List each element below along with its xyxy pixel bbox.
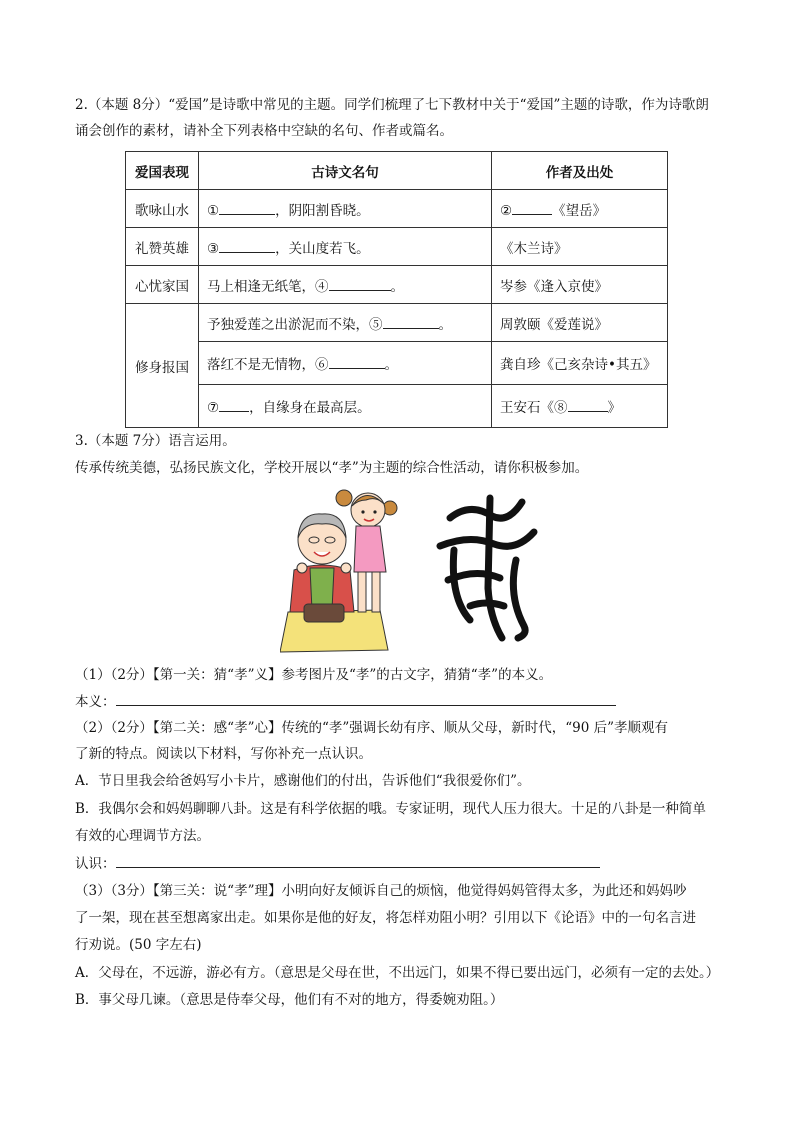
verse-cell [199, 266, 492, 304]
verse-text: 。 [390, 278, 404, 295]
verse-text: 。 [438, 316, 452, 333]
blank-3[interactable] [219, 238, 275, 253]
verse-cell [199, 385, 492, 428]
source-cell: 岑参《逢入京使》 [492, 266, 668, 304]
source-text: 》 [607, 400, 621, 416]
category-cell: 礼赞英雄 [126, 228, 199, 266]
table-row [126, 385, 668, 428]
q3-part2-a: A．节日里我会给爸妈写小卡片，感谢他们的付出，告诉他们“我很爱你们”。 [75, 773, 531, 789]
table-row [126, 266, 668, 304]
verse-text: 落红不是无情物，⑥ [207, 357, 329, 373]
q2-line2: 诵会创作的素材，请补全下列表格中空缺的名句、作者或篇名。 [75, 123, 453, 139]
answer2-label: 认识： [75, 856, 116, 872]
blank-2[interactable] [512, 200, 552, 215]
table-row [126, 304, 668, 342]
source-cell [492, 190, 668, 228]
verse-cell [199, 228, 492, 266]
verse-text: 。 [384, 357, 398, 373]
q3-part3-b: B．事父母几谏。（意思是侍奉父母，他们有不对的地方，得委婉劝阻。） [75, 992, 504, 1008]
q3-title: 3.（本题 7分）语言运用。 [75, 433, 236, 449]
blank-7[interactable] [219, 397, 249, 412]
q3-part2-b1: B．我偶尔会和妈妈聊聊八卦。这是有科学依据的哦。专家证明，现代人压力很大。十足的八卦是一种简单 [75, 801, 706, 817]
category-cell: 修身报国 [126, 304, 199, 428]
header-source: 作者及出处 [492, 152, 668, 190]
source-cell [492, 385, 668, 428]
blank-4[interactable] [329, 276, 391, 291]
blank-8[interactable] [568, 397, 608, 412]
table-row [126, 342, 668, 385]
source-text: 《望岳》 [552, 202, 607, 219]
category-cell: 歌咏山水 [126, 190, 199, 228]
seal-script-xiao-character [430, 488, 550, 648]
source-cell: 《木兰诗》 [492, 228, 668, 266]
blank-1[interactable] [219, 200, 275, 215]
verse-text: ③ [207, 240, 220, 257]
answer2-input[interactable] [116, 853, 600, 868]
table-row [126, 190, 668, 228]
table-header-row [126, 152, 668, 190]
source-cell: 周敦颐《爱莲说》 [492, 304, 668, 342]
answer1-input[interactable] [116, 691, 616, 706]
source-text: ② [500, 202, 513, 219]
q3-part3-line3: 行劝说。(50 字左右) [75, 937, 202, 953]
verse-text: ⑦ [207, 400, 220, 416]
q3-part2-line2: 了新的特点。阅读以下材料，写你补充一点认识。 [75, 746, 372, 762]
verse-text: 予独爱莲之出淤泥而不染，⑤ [207, 316, 383, 333]
q2-line1: 2.（本题 8分）“爱国”是诗歌中常见的主题。同学们梳理了七下教材中关于“爱国”主题的诗歌，作为诗歌朗 [75, 97, 709, 113]
source-cell: 龚自珍《己亥杂诗•其五》 [492, 342, 668, 385]
verse-cell [199, 190, 492, 228]
q3-intro: 传承传统美德，弘扬民族文化，学校开展以“孝”为主题的综合性活动，请你积极参加。 [75, 460, 589, 476]
verse-text: ，自缘身在最高层。 [249, 400, 371, 416]
table-row [126, 228, 668, 266]
answer1-line [75, 691, 616, 712]
poem-table [125, 151, 668, 428]
verse-text: ，关山度若飞。 [275, 240, 370, 257]
q3-part3-line1: （3）（3分）【第三关：说“孝”理】小明向好友倾诉自己的烦恼，他觉得妈妈管得太多，为此还和妈妈吵 [75, 883, 687, 899]
q3-part1: （1）（2分）【第一关：猜“孝”义】参考图片及“孝”的古文字，猜猜“孝”的本义。 [75, 667, 553, 683]
verse-cell [199, 342, 492, 385]
q3-part2-b2: 有效的心理调节方法。 [75, 828, 210, 844]
answer2-line [75, 853, 600, 874]
verse-text: ，阴阳割昏晓。 [275, 202, 370, 219]
source-text: 王安石《⑧ [500, 400, 568, 416]
q3-part3-line2: 了一架，现在甚至想离家出走。如果你是他的好友，将怎样劝阻小明？引用以下《论语》中的一句名言进 [75, 910, 696, 926]
blank-6[interactable] [329, 354, 385, 369]
category-cell: 心忧家国 [126, 266, 199, 304]
verse-text: 马上相逢无纸笔，④ [207, 278, 329, 295]
q3-part2-line1: （2）（2分）【第二关：感“孝”心】传统的“孝”强调长幼有序、顺从父母，新时代，“90 后”孝顺观有 [75, 720, 669, 736]
header-verse: 古诗文名句 [199, 152, 492, 190]
blank-5[interactable] [383, 314, 439, 329]
header-category: 爱国表现 [126, 152, 199, 190]
answer1-label: 本义： [75, 694, 116, 710]
q3-part3-a: A．父母在，不远游，游必有方。（意思是父母在世，不出远门，如果不得已要出远门，必须有一定的去处。） [75, 965, 720, 981]
grandma-girl-illustration [280, 482, 400, 654]
verse-cell [199, 304, 492, 342]
verse-text: ① [207, 202, 220, 219]
